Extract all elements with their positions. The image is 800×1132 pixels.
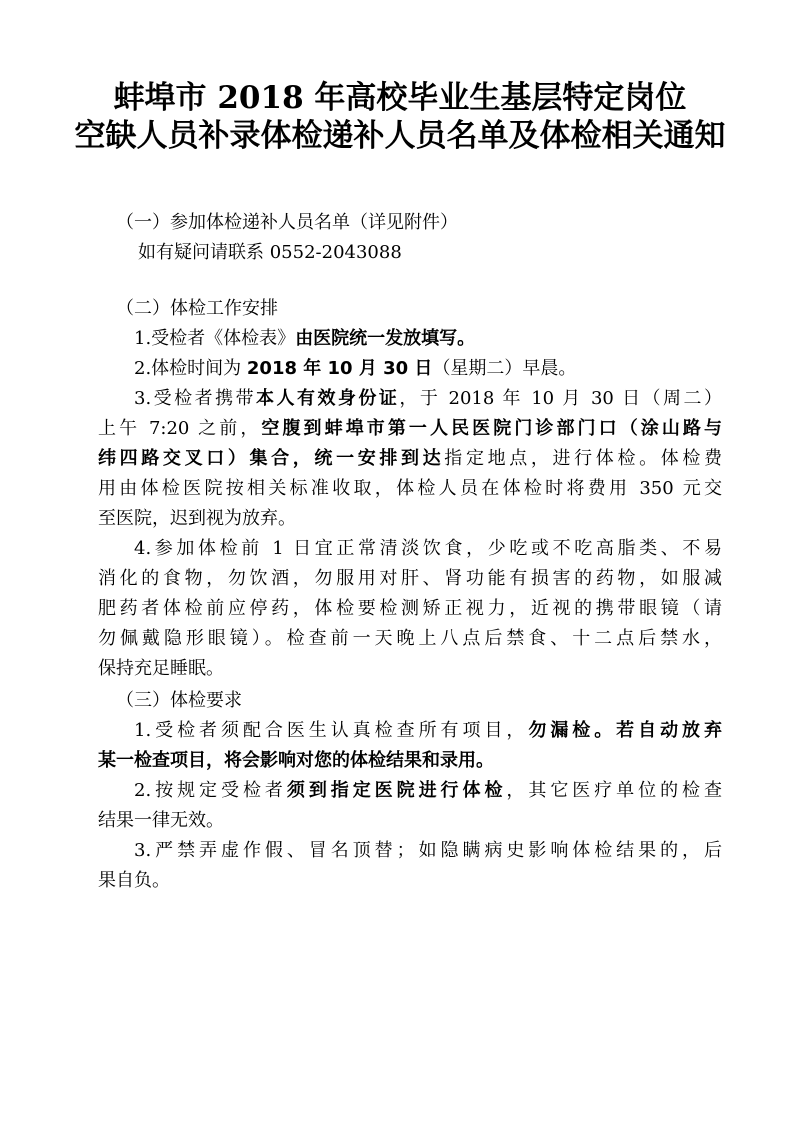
section-3 [98, 686, 722, 896]
exam-date: 2018 年 10 月 30 日 [246, 358, 433, 379]
section-3-heading: （三）体检要求 [116, 690, 242, 711]
section-3-item-1-line-2: 某一检查项目，将会影响对您的体检结果和录用。 [98, 750, 494, 771]
item-text: 1.受检者《体检表》 [134, 328, 296, 349]
designated-hospital: 须到指定医院进行体检 [286, 780, 507, 801]
section-3-item-1-line-1 [98, 716, 722, 746]
meeting-place: 空腹到蚌埠市第一人民医院门诊部门口（涂山路与 [261, 418, 722, 439]
section-2-item-3-line-3 [98, 444, 722, 474]
section-3-item-2-line-2: 结果一律无效。 [98, 810, 224, 831]
section-2-item-2 [98, 354, 722, 384]
section-2-item-4-line-2: 消化的食物，勿饮酒，勿服用对肝、肾功能有损害的药物，如服减 [98, 568, 722, 589]
item-bold-text: 勿漏检。若自动放弃 [528, 720, 722, 741]
item-text: 指定地点，进行体检。体检费 [444, 448, 723, 469]
meeting-place-cont: 纬四路交叉口）集合，统一安排到达 [98, 448, 445, 469]
document-title-line2: 空缺人员补录体检递补人员名单及体检相关通知 [74, 118, 726, 154]
section-1 [98, 208, 722, 268]
item-text: ，其它医疗单位的检查 [506, 780, 722, 801]
section-2-item-1 [98, 324, 722, 354]
section-3-item-2-line-1 [98, 776, 722, 806]
item-text: 上午 7:20 之前， [98, 418, 262, 439]
section-2-item-3-line-5: 至医院，迟到视为放弃。 [98, 508, 296, 529]
document-title-line1: 蚌埠市 2018 年高校毕业生基层特定岗位 [113, 80, 687, 116]
item-text: 1.受检者须配合医生认真检查所有项目， [134, 720, 529, 741]
item-text: ，于 2018 年 10 月 30 日（周二） [399, 388, 722, 409]
item-text: 3.受检者携带 [134, 388, 257, 409]
section-3-item-3-line-2: 果自负。 [98, 870, 170, 891]
section-2-item-4-line-4: 勿佩戴隐形眼镜）。检查前一天晚上八点后禁食、十二点后禁水， [98, 628, 722, 649]
section-2-item-4-line-5: 保持充足睡眠。 [98, 658, 224, 679]
item-text: 2.按规定受检者 [134, 780, 287, 801]
section-2 [98, 294, 722, 684]
section-3-item-3-line-1: 3.严禁弄虚作假、冒名顶替；如隐瞒病史影响体检结果的，后 [134, 840, 722, 861]
section-2-item-3-line-1 [98, 384, 722, 414]
section-2-item-4-line-1: 4.参加体检前 1 日宜正常清淡饮食，少吃或不吃高脂类、不易 [134, 538, 722, 559]
item-text: （星期二）早晨。 [432, 358, 577, 379]
section-2-item-3-line-4: 用由体检医院按相关标准收取，体检人员在体检时将费用 350 元交 [98, 478, 722, 499]
section-1-heading: （一）参加体检递补人员名单（详见附件） [116, 212, 458, 233]
section-2-item-3-line-2 [98, 414, 722, 444]
item-bold-text: 由医院统一发放填写。 [295, 328, 476, 349]
item-text: 2.体检时间为 [134, 358, 247, 379]
contact-line: 如有疑问请联系 0552-2043088 [138, 242, 402, 263]
section-2-item-4-line-3: 肥药者体检前应停药，体检要检测矫正视力，近视的携带眼镜（请 [98, 598, 722, 619]
section-2-heading: （二）体检工作安排 [116, 298, 278, 319]
id-card-requirement: 本人有效身份证 [256, 388, 400, 409]
